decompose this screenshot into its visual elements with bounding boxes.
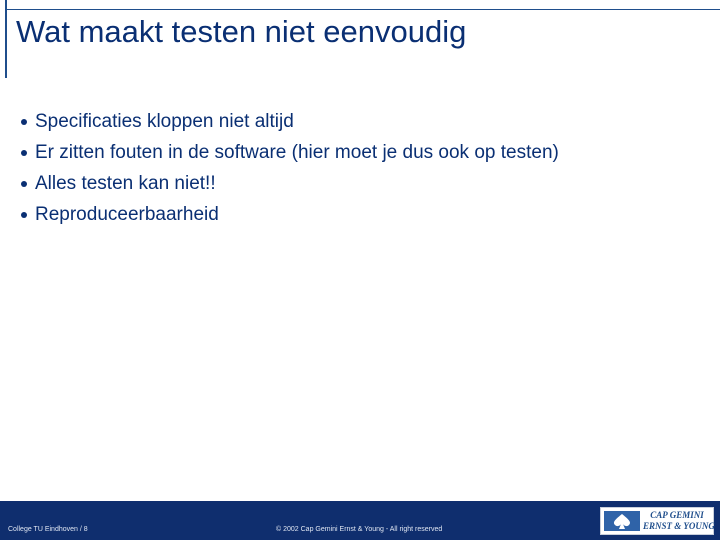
bullet-list bbox=[20, 106, 559, 230]
bullet-dot-icon bbox=[21, 181, 27, 187]
bullet-dot-icon bbox=[21, 212, 27, 218]
bullet-item bbox=[20, 106, 559, 137]
bullet-dot-icon bbox=[21, 150, 27, 156]
bullet-text: Specificaties kloppen niet altijd bbox=[35, 110, 294, 132]
decorative-vertical-rule bbox=[5, 0, 7, 78]
bullet-text: Reproduceerbaarheid bbox=[35, 203, 219, 225]
logo-wordmark bbox=[643, 510, 715, 532]
footer-course-label: College TU Eindhoven / 8 bbox=[8, 526, 88, 533]
bullet-text: Er zitten fouten in de software (hier moet je dus ook op testen) bbox=[35, 141, 559, 163]
company-logo bbox=[600, 507, 714, 535]
bullet-item bbox=[20, 168, 559, 199]
footer-copyright: © 2002 Cap Gemini Ernst & Young - All right reserved bbox=[276, 526, 443, 533]
logo-line-1: CAP GEMINI bbox=[650, 510, 704, 520]
decorative-horizontal-rule bbox=[5, 9, 720, 10]
spade-logo-icon bbox=[604, 511, 640, 531]
bullet-item bbox=[20, 137, 559, 168]
bullet-item bbox=[20, 199, 559, 230]
slide-title: Wat maakt testen niet eenvoudig bbox=[16, 14, 467, 49]
bullet-text: Alles testen kan niet!! bbox=[35, 172, 216, 194]
logo-line-2: ERNST & YOUNG bbox=[643, 521, 715, 531]
bullet-dot-icon bbox=[21, 119, 27, 125]
